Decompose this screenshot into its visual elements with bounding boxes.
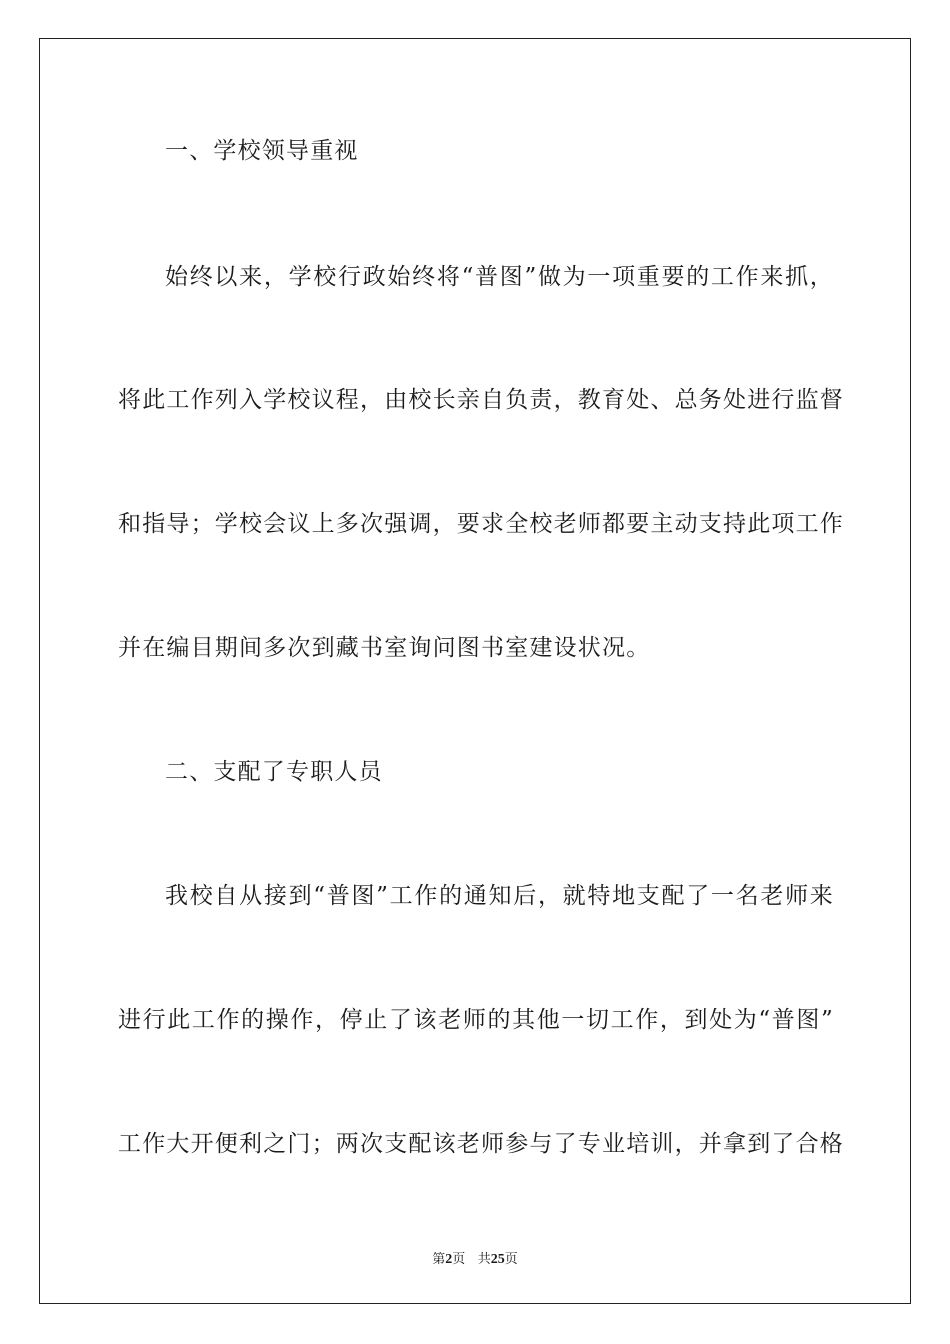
paragraph-line: 工作大开便利之门；两次支配该老师参与了专业培训，并拿到了合格	[118, 1131, 844, 1157]
paragraph-line: 并在编目期间多次到藏书室询问图书室建设状况。	[118, 635, 651, 661]
paragraph-line: 我校自从接到“普图”工作的通知后，就特地支配了一名老师来	[165, 883, 834, 909]
paragraph-line: 始终以来，学校行政始终将“普图”做为一项重要的工作来抓，	[165, 264, 834, 290]
page-total: 25	[490, 1252, 505, 1267]
page-prefix: 第	[432, 1252, 446, 1267]
paragraph-line: 将此工作列入学校议程，由校长亲自负责，教育处、总务处进行监督	[118, 387, 844, 413]
section-heading-1: 一、学校领导重视	[165, 138, 359, 164]
page-footer	[0, 1248, 950, 1268]
paragraph-line: 进行此工作的操作，停止了该老师的其他一切工作，到处为“普图”	[118, 1007, 834, 1033]
total-prefix: 共	[477, 1252, 491, 1267]
section-heading-2: 二、支配了专职人员	[165, 759, 383, 785]
page-unit: 页	[452, 1252, 466, 1267]
page-border	[39, 38, 911, 1304]
paragraph-line: 和指导；学校会议上多次强调，要求全校老师都要主动支持此项工作	[118, 511, 844, 537]
total-unit: 页	[504, 1252, 518, 1267]
page-current: 2	[445, 1252, 453, 1267]
